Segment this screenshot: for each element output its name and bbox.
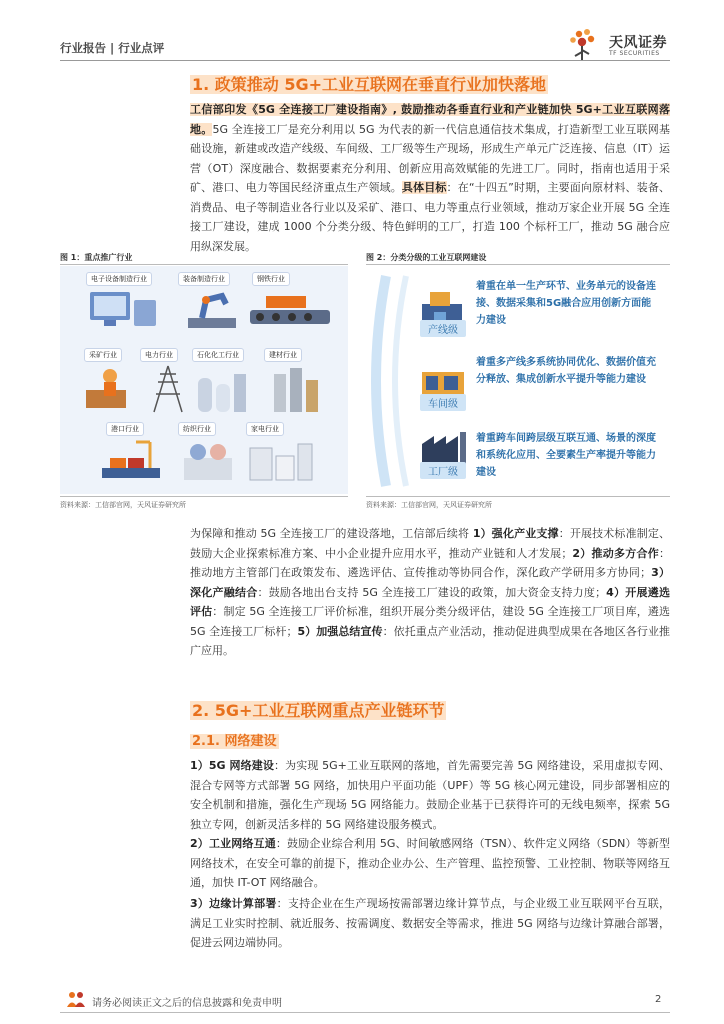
textile-illustration-icon — [178, 438, 238, 488]
network-item-1-text: ：为实现 5G+工业互联网的落地，首先需要完善 5G 网络建设，采用虚拟专网、混合专网等方式部署 5G 网络，加快用户平面功能（UPF）等 5G 核心网元建设，同步部署相应的安全机制和措施，强化生产现场 5G 网络能力。鼓励企业基于已获得许可的无线电频率，探索 5G 独立专网，创新灵活多样的 5G 网络建设服务模式。 — [190, 759, 671, 831]
company-logo — [565, 26, 675, 62]
logo-name-cn: 天风证券 — [609, 35, 667, 51]
report-breadcrumb: 行业报告 | 行业点评 — [60, 41, 165, 55]
page-number: 2 — [655, 994, 662, 1005]
section-1-title-text: 1. 政策推动 5G+工业互联网在垂直行业加快落地 — [192, 75, 547, 94]
figure-1-bottom-rule — [60, 496, 348, 497]
measure-5-label: 5）加强总结宣传 — [297, 624, 383, 638]
figure-1-source: 资料来源：工信部官网，天风证券研究所 — [60, 501, 186, 509]
network-paragraph-2 — [190, 834, 670, 893]
figure-1-illustration — [60, 266, 348, 494]
goal-text: ：在“十四五”时期，主要面向原材料、装备、消费品、电子等制造业各行业以及采矿、港口、电力等重点行业领域，推动万家企业开展 5G 全连接工厂建设，建成 1000 个分类分级、特色鲜明的工厂，打造 100 个标杆工厂，推动 5G 融合应用纵深发展。 — [190, 181, 671, 253]
measure-4-text: ：制定 5G 全连接工厂评价标准，组织开展分类分级评估，建设 5G 全连接工厂项目库，遴选 5G 全连接工厂标杆； — [190, 605, 671, 638]
level-tag-workshop: 车间级 — [420, 394, 466, 411]
footer-disclaimer: 请务必阅读正文之后的信息披露和免责申明 — [92, 998, 282, 1009]
figure-2-source: 资料来源：工信部官网，天风证券研究所 — [366, 501, 492, 509]
logo-flower-icon — [565, 26, 605, 62]
figure-2-bottom-rule — [366, 496, 670, 497]
measure-2-text: ：推动地方主管部门在政策发布、遴选评估、宣传推动等协同合作，深化政产学研用多方协同； — [190, 546, 671, 579]
level-text-line: 着重在单一生产环节、业务单元的设备连接、数据采集和5G融合应用创新方面能力建设 — [476, 281, 656, 326]
footer-divider — [60, 1012, 670, 1013]
industry-home-appliances-label: 家电行业 — [246, 422, 284, 436]
industry-building-materials-label: 建材行业 — [264, 348, 302, 362]
port-illustration-icon — [96, 438, 166, 488]
network-paragraph-3 — [190, 894, 670, 953]
figure-2-top-rule — [366, 264, 670, 265]
petrochemical-illustration-icon — [194, 364, 254, 416]
measure-2-label: 2）推动多方合作 — [572, 546, 660, 560]
disclaimer-people-icon — [66, 990, 86, 1008]
industry-mining-label: 采矿行业 — [84, 348, 122, 362]
subsection-2-1-title — [190, 730, 279, 749]
level-text-factory: 着重跨车间跨层级互联互通、场景的深度和系统化应用、全要素生产率提升等能力建设 — [476, 433, 656, 478]
level-text-workshop: 着重多产线多系统协同优化、数据价值充分释放、集成创新水平提升等能力建设 — [476, 357, 656, 385]
section-1-title — [190, 72, 548, 95]
network-item-3-text: ：支持企业在生产现场按需部署边缘计算节点，与企业级工业互联网平台互联，满足工业实时控制、就近服务、按需调度、数据安全等需求，推进 5G 网络与边缘计算融合部署，促进云网边端协同。 — [190, 897, 670, 949]
network-item-2-label: 2）工业网络互通 — [190, 837, 276, 850]
measure-1-label: 1）强化产业支撑 — [472, 527, 559, 540]
paragraph-body: 5G 全连接工厂是充分利用以 5G 为代表的新一代信息通信技术集成，打造新型工业互联网基础设施，新建或改造产线级、车间级、工厂级等生产现场，形成生产单元广泛连接、信息（IT）运营（OT）深度融合、数据要素充分利用、创新应用高效赋能的先进工厂。同时，指南也适用于采矿、港口、电力等国民经济重点生产领域。 — [190, 122, 670, 194]
home-appliances-illustration-icon — [246, 438, 316, 488]
level-tag-factory: 工厂级 — [420, 462, 466, 479]
measure-1-text: ：开展技术标准制定、鼓励大企业探索标准方案、中小企业提升应用水平，推动产业链和人才发展； — [190, 527, 671, 560]
network-item-3-label: 3）边缘计算部署 — [190, 897, 277, 910]
industry-steel-label: 钢铁行业 — [252, 272, 290, 286]
section-1-paragraph-2 — [190, 524, 670, 661]
power-tower-icon — [148, 364, 188, 416]
industry-port-label: 港口行业 — [106, 422, 144, 436]
measures-intro: 为保障和推动 5G 全连接工厂的建设落地，工信部后续将 — [190, 527, 473, 540]
industry-electronics-label: 电子设备制造行业 — [86, 272, 152, 286]
measure-3-label: 3）深化产融结合 — [190, 566, 671, 599]
network-item-1-label: 1）5G 网络建设 — [190, 759, 275, 772]
subsection-2-1-title-text: 2.1. 网络建设 — [192, 734, 277, 749]
goal-label: 具体目标 — [401, 181, 447, 194]
section-2-title-text: 2. 5G+工业互联网重点产业链环节 — [192, 701, 445, 720]
industry-equipment-label: 装备制造行业 — [178, 272, 230, 286]
figure-2-illustration — [366, 266, 670, 494]
measure-5-text: ：依托重点产业活动，推动促进典型成果在各地区各行业推广应用。 — [190, 624, 671, 657]
industry-power-label: 电力行业 — [140, 348, 178, 362]
level-tag-line: 产线级 — [420, 320, 466, 337]
section-2-title — [190, 698, 446, 721]
industry-textile-label: 纺织行业 — [178, 422, 216, 436]
measure-3-text: ：鼓励各地出台支持 5G 全连接工厂建设的政策，加大资金支持力度； — [257, 585, 607, 599]
figure-2-title: 图 2：分类分级的工业互联网建设 — [366, 253, 487, 262]
figure-1-top-rule — [60, 264, 348, 265]
paragraph-lead: 工信部印发《5G 全连接工厂建设指南》, 鼓励推动各垂直行业和产业链加快 5G+工业互联网落地。 — [190, 103, 670, 136]
measure-4-label: 4）开展遴选评估 — [190, 585, 671, 618]
mining-illustration-icon — [80, 364, 140, 416]
electronics-illustration-icon — [86, 288, 166, 332]
building-materials-illustration-icon — [266, 364, 326, 416]
logo-name-en: TF SECURITIES — [609, 50, 660, 57]
figure-1-title: 图 1：重点推广行业 — [60, 253, 133, 262]
equipment-illustration-icon — [182, 288, 242, 332]
network-item-2-text: ：鼓励企业综合利用 5G、时间敏感网络（TSN）、软件定义网络（SDN）等新型网络技术，在安全可靠的前提下，推动企业办公、生产管理、监控预警、工业控制、物联等网络互通，加快 IT-OT 网络融合。 — [190, 837, 670, 889]
network-paragraph-1 — [190, 756, 670, 834]
section-1-paragraph — [190, 100, 670, 256]
steel-illustration-icon — [246, 288, 336, 332]
industry-petrochemical-label: 石化化工行业 — [192, 348, 244, 362]
